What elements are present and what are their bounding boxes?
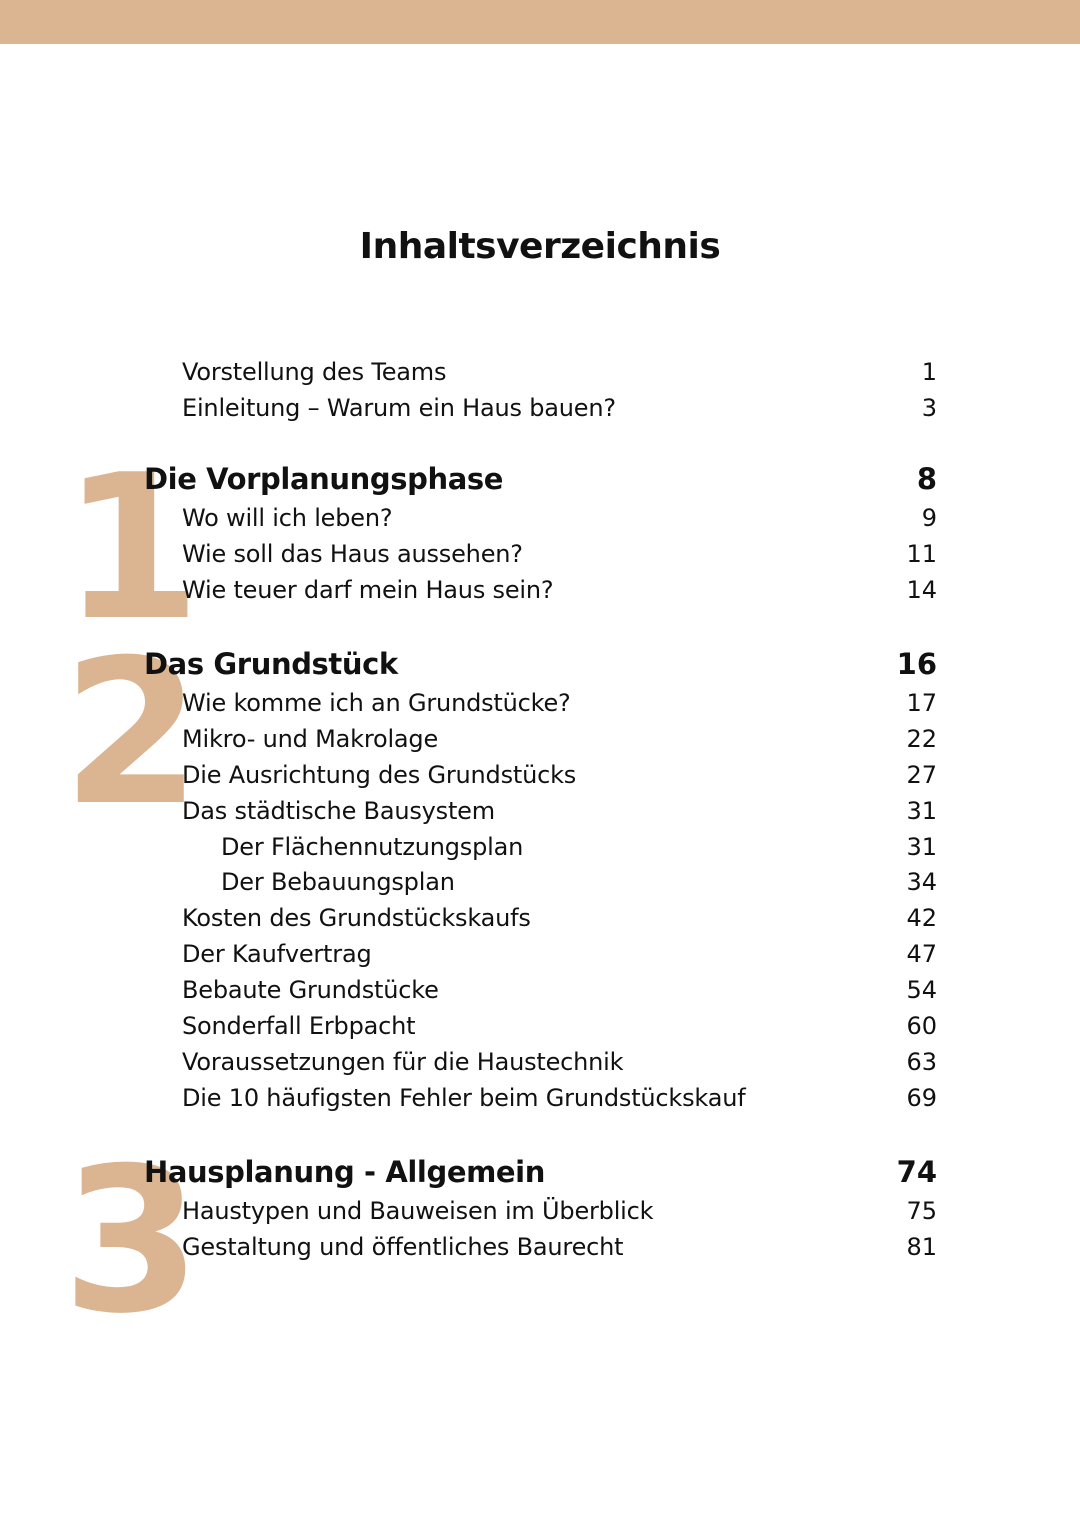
toc-entry-title: Der Flächennutzungsplan (221, 832, 524, 861)
toc-entry-title: Sonderfall Erbpacht (182, 1012, 416, 1041)
chapter-heading[interactable] (0, 1150, 1080, 1194)
toc-entry-einleitung[interactable] (0, 391, 1080, 427)
toc-entry-title: Der Kaufvertrag (182, 940, 372, 969)
toc-entry-title: Vorstellung des Teams (182, 358, 447, 386)
toc-entry-page: 75 (906, 1197, 937, 1225)
toc-entry-page: 1 (921, 358, 937, 386)
chapter-page: 16 (896, 647, 937, 681)
toc-entry-title: Wie komme ich an Grundstücke? (182, 689, 571, 717)
toc-entry[interactable] (0, 1230, 1080, 1266)
toc-entry[interactable] (0, 1081, 1080, 1117)
toc-entry-title: Das städtische Bausystem (182, 796, 495, 825)
page-title: Inhaltsverzeichnis (359, 226, 721, 268)
toc-entry-page: 31 (906, 796, 937, 825)
toc-entry-page: 27 (906, 760, 937, 789)
toc-entry-title: Wie soll das Haus aussehen? (182, 539, 523, 568)
toc-entry-page: 81 (906, 1232, 937, 1261)
toc-entry-title: Voraussetzungen für die Haustechnik (182, 1047, 624, 1076)
toc-subentry[interactable] (0, 830, 1080, 866)
toc-entry[interactable] (0, 722, 1080, 758)
toc-entry-title: Mikro- und Makrolage (182, 724, 439, 753)
toc-entry-page: 9 (921, 504, 937, 532)
toc-entry-title: Die 10 häufigsten Fehler beim Grundstückskauf (182, 1083, 746, 1112)
chapter-heading[interactable] (0, 457, 1080, 501)
toc-entry-page: 3 (921, 393, 937, 422)
toc-entry[interactable] (0, 537, 1080, 573)
toc-entry-title: Bebaute Grundstücke (182, 976, 439, 1005)
chapter-number-1: 1 (62, 432, 194, 665)
toc-entry[interactable] (0, 901, 1080, 937)
toc-entry[interactable] (0, 501, 1080, 537)
toc-entry-title: Kosten des Grundstückskaufs (182, 904, 531, 933)
toc-entry-title: Einleitung – Warum ein Haus bauen? (182, 393, 616, 422)
toc-entry-title: Der Bebauungsplan (221, 868, 455, 897)
chapter-2 (0, 617, 1080, 1117)
toc-entry[interactable] (0, 973, 1080, 1009)
toc-entry-team[interactable] (0, 355, 1080, 391)
toc-entry-page: 47 (906, 940, 937, 969)
toc-entry-page: 14 (906, 575, 937, 604)
chapter-page: 74 (896, 1155, 937, 1189)
chapter-number-3: 3 (62, 1125, 194, 1358)
toc-entry-title: Gestaltung und öffentliches Baurecht (182, 1232, 624, 1261)
chapter-number-2: 2 (62, 617, 194, 850)
toc-entry[interactable] (0, 794, 1080, 830)
intro-section (0, 355, 1080, 427)
toc-entry-page: 54 (906, 976, 937, 1005)
toc-entry-page: 11 (906, 539, 937, 568)
toc-entry-page: 69 (906, 1083, 937, 1112)
chapter-title: Die Vorplanungsphase (144, 462, 503, 496)
chapter-3 (0, 1125, 1080, 1358)
toc-entry-page: 34 (906, 868, 937, 897)
chapter-title: Hausplanung - Allgemein (144, 1155, 545, 1189)
toc-entry-title: Die Ausrichtung des Grundstücks (182, 760, 577, 789)
toc-entry[interactable] (0, 1009, 1080, 1045)
toc-entry-page: 63 (906, 1047, 937, 1076)
toc-entry-title: Wo will ich leben? (182, 504, 393, 532)
toc-entry[interactable] (0, 573, 1080, 609)
toc-entry-page: 42 (906, 904, 937, 933)
toc-entry-title: Wie teuer darf mein Haus sein? (182, 575, 554, 604)
toc-entry[interactable] (0, 937, 1080, 973)
toc-entry-page: 60 (906, 1012, 937, 1041)
chapter-page: 8 (916, 462, 937, 496)
chapter-heading[interactable] (0, 642, 1080, 686)
toc-entry[interactable] (0, 758, 1080, 794)
toc-entry-page: 17 (906, 689, 937, 717)
toc-entry-page: 22 (906, 724, 937, 753)
toc-subentry[interactable] (0, 865, 1080, 901)
chapter-title: Das Grundstück (144, 647, 398, 681)
toc-entry-title: Haustypen und Bauweisen im Überblick (182, 1197, 654, 1225)
toc-entry[interactable] (0, 1194, 1080, 1230)
toc-entry[interactable] (0, 686, 1080, 722)
toc-entry[interactable] (0, 1045, 1080, 1081)
toc-entry-page: 31 (906, 832, 937, 861)
